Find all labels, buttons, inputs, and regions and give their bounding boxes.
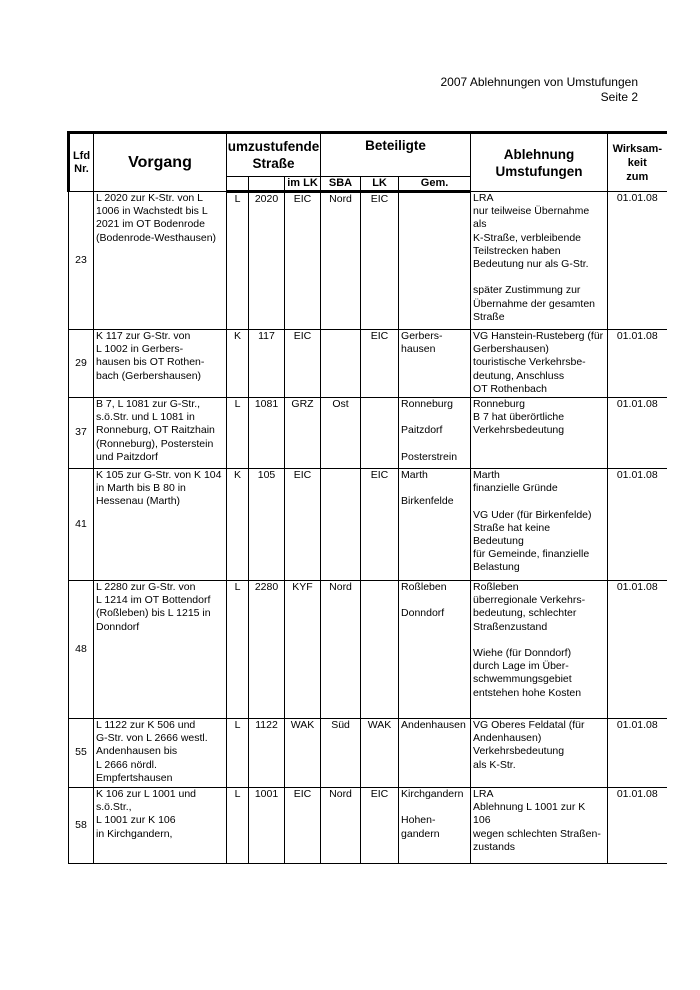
row-vorgang: B 7, L 1081 zur G-Str., s.ö.Str. und L 1081 in Ronneburg, OT Raitzhain (Ronneburg), Posterstein und Paitzdorf [94,398,227,469]
row-sba: Süd [321,719,361,788]
row-gemeinde: Andenhausen [399,719,471,788]
row-number: 55 [69,719,94,788]
row-strassenklasse: L [227,719,249,788]
row-ablehnung: Roßleben überregionale Verkehrs- bedeutung, schlechter Straßenzustand Wiehe (für Donndorf) durch Lage im Über- schwemmungsgebiet entstehen hohe Kosten [471,581,608,719]
row-vorgang: K 106 zur L 1001 und s.ö.Str., L 1001 zur K 106 in Kirchgandern, [94,788,227,864]
row-lk: EIC [361,469,399,581]
row-number: 37 [69,398,94,469]
row-lk: WAK [361,719,399,788]
row-strassennummer: 1001 [249,788,285,864]
row-strassennummer: 2020 [249,192,285,330]
row-strassenklasse: L [227,398,249,469]
col-header-im-lk: im LK [285,177,321,192]
row-gemeinde [399,192,471,330]
row-gemeinde: Gerbers- hausen [399,330,471,398]
row-wirksamkeit: 01.01.08 [608,788,667,864]
row-gemeinde: Ronneburg Paitzdorf Posterstrein [399,398,471,469]
row-sba: Nord [321,192,361,330]
col-header-sba: SBA [321,177,361,192]
col-header-gem: Gem. [399,177,471,192]
row-strassennummer: 1122 [249,719,285,788]
row-ablehnung: LRA Ablehnung L 1001 zur K 106 wegen schlechten Straßen- zustands [471,788,608,864]
row-im-lk: EIC [285,469,321,581]
col-header-ablehnung: Ablehnung Umstufungen [471,133,608,192]
row-gemeinde: Roßleben Donndorf [399,581,471,719]
row-number: 48 [69,581,94,719]
col-header-vorgang: Vorgang [94,133,227,192]
row-sba: Nord [321,581,361,719]
row-sba: Ost [321,398,361,469]
row-im-lk: EIC [285,330,321,398]
row-ablehnung: LRA nur teilweise Übernahme als K-Straße, verbleibende Teilstrecken haben Bedeutung nur als G-Str. später Zustimmung zur Übernahme der gesamten Straße [471,192,608,330]
row-strassennummer: 2280 [249,581,285,719]
row-im-lk: GRZ [285,398,321,469]
row-wirksamkeit: 01.01.08 [608,469,667,581]
col-header-wirksamkeit: Wirksam- keit zum [608,133,667,192]
table-row [69,469,667,581]
row-number: 29 [69,330,94,398]
row-lk: EIC [361,192,399,330]
row-sba [321,469,361,581]
row-ablehnung: VG Hanstein-Rusteberg (für Gerbershausen) touristische Verkehrsbe- deutung, Anschluss OT Rothenbach [471,330,608,398]
row-strassenklasse: K [227,469,249,581]
col-header-beteiligte: Beteiligte [321,133,471,177]
row-gemeinde: Marth Birkenfelde [399,469,471,581]
row-im-lk: KYF [285,581,321,719]
row-im-lk: EIC [285,192,321,330]
row-wirksamkeit: 01.01.08 [608,581,667,719]
row-wirksamkeit: 01.01.08 [608,719,667,788]
col-header-lfd-nr: Lfd Nr. [69,133,94,192]
row-sba [321,330,361,398]
row-ablehnung: VG Oberes Feldatal (für Andenhausen) Verkehrsbedeutung als K-Str. [471,719,608,788]
row-strassennummer: 1081 [249,398,285,469]
rejections-table [67,131,667,864]
row-ablehnung: Ronneburg B 7 hat überörtliche Verkehrsbedeutung [471,398,608,469]
row-strassennummer: 105 [249,469,285,581]
row-strassenklasse: L [227,192,249,330]
table-row [69,192,667,330]
row-im-lk: EIC [285,788,321,864]
row-wirksamkeit: 01.01.08 [608,398,667,469]
row-lk [361,398,399,469]
row-vorgang: K 117 zur G-Str. von L 1002 in Gerbers- hausen bis OT Rothen- bach (Gerbershausen) [94,330,227,398]
row-wirksamkeit: 01.01.08 [608,330,667,398]
row-strassenklasse: L [227,581,249,719]
row-vorgang: L 1122 zur K 506 und G-Str. von L 2666 westl. Andenhausen bis L 2666 nördl. Empfertshausen [94,719,227,788]
row-strassennummer: 117 [249,330,285,398]
row-number: 58 [69,788,94,864]
row-lk: EIC [361,330,399,398]
table-row [69,788,667,864]
row-vorgang: L 2280 zur G-Str. von L 1214 im OT Bottendorf (Roßleben) bis L 1215 in Donndorf [94,581,227,719]
table-row [69,719,667,788]
table-row [69,330,667,398]
row-number: 41 [69,469,94,581]
document-title: 2007 Ablehnungen von Umstufungen [440,75,638,89]
row-ablehnung: Marth finanzielle Gründe VG Uder (für Birkenfelde) Straße hat keine Bedeutung für Gemeinde, finanzielle Belastung [471,469,608,581]
row-lk [361,581,399,719]
row-wirksamkeit: 01.01.08 [608,192,667,330]
row-gemeinde: Kirchgandern Hohen- gandern [399,788,471,864]
row-sba: Nord [321,788,361,864]
row-vorgang: K 105 zur G-Str. von K 104 in Marth bis B 80 in Hessenau (Marth) [94,469,227,581]
row-number: 23 [69,192,94,330]
col-header-lk: LK [361,177,399,192]
row-lk: EIC [361,788,399,864]
row-strassenklasse: L [227,788,249,864]
table-row [69,398,667,469]
row-im-lk: WAK [285,719,321,788]
col-header-umzustufende-strasse: umzustufende Straße [227,133,321,177]
row-vorgang: L 2020 zur K-Str. von L 1006 in Wachstedt bis L 2021 im OT Bodenrode (Bodenrode-Westhausen) [94,192,227,330]
row-strassenklasse: K [227,330,249,398]
page-number: Seite 2 [600,90,638,104]
table-row [69,581,667,719]
